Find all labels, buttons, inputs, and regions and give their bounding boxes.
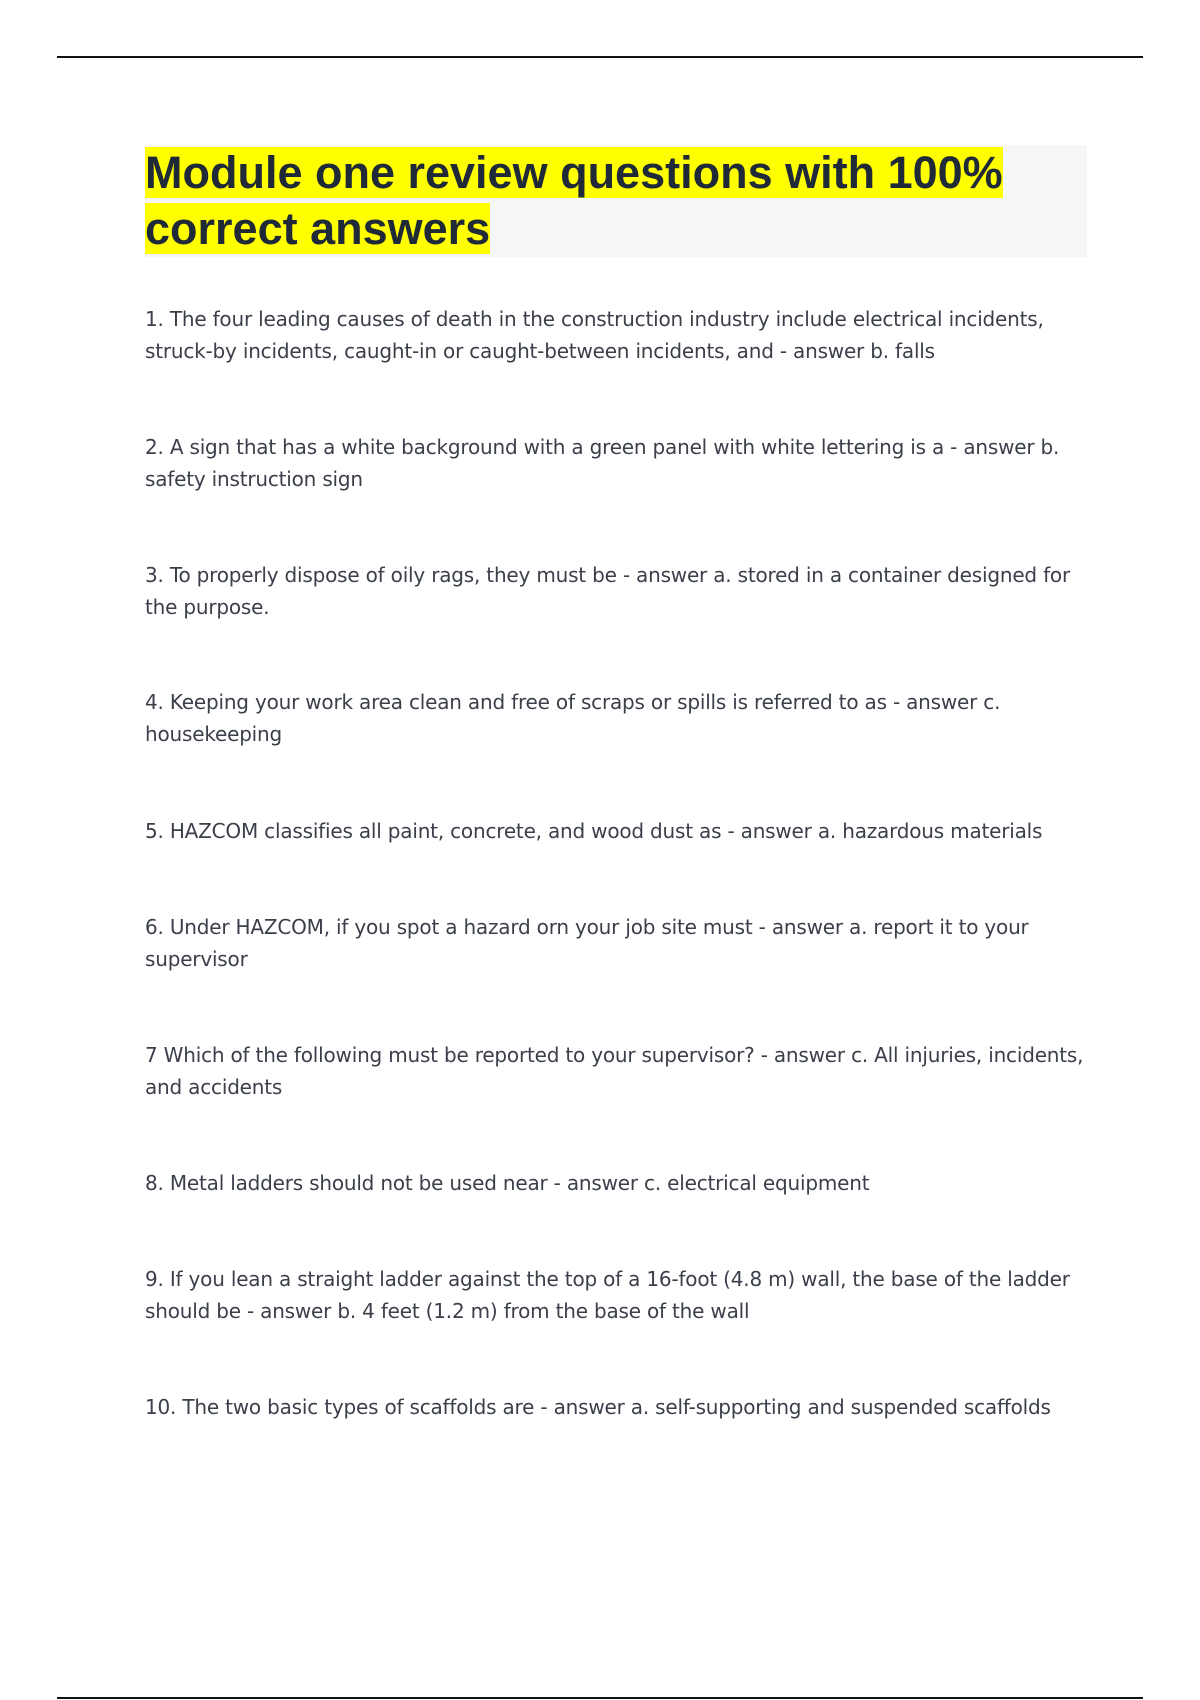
title-highlight: Module one review questions with 100% correct answers (145, 147, 1003, 254)
question-item-4: 4. Keeping your work area clean and free of scraps or spills is referred to as - answer c. housekeeping (145, 690, 1001, 746)
question-item-2: 2. A sign that has a white background with a green panel with white lettering is a - answer b. safety instruction sign (145, 435, 1060, 491)
page-title (145, 145, 1087, 257)
title-block (145, 145, 1087, 257)
top-rule (57, 56, 1143, 58)
question-item-10: 10. The two basic types of scaffolds are - answer a. self-supporting and suspended scaffolds (145, 1395, 1051, 1419)
question-item-5: 5. HAZCOM classifies all paint, concrete, and wood dust as - answer a. hazardous materials (145, 819, 1043, 843)
question-item-9: 9. If you lean a straight ladder against the top of a 16-foot (4.8 m) wall, the base of the ladder should be - answer b. 4 feet (1.2 m) from the base of the wall (145, 1267, 1070, 1323)
question-item-3: 3. To properly dispose of oily rags, they must be - answer a. stored in a container designed for the purpose. (145, 563, 1070, 619)
question-item-8: 8. Metal ladders should not be used near - answer c. electrical equipment (145, 1171, 870, 1195)
question-item-7: 7 Which of the following must be reported to your supervisor? - answer c. All injuries, incidents, and accidents (145, 1043, 1084, 1099)
question-item-6: 6. Under HAZCOM, if you spot a hazard orn your job site must - answer a. report it to your supervisor (145, 915, 1029, 971)
question-item-1: 1. The four leading causes of death in the construction industry include electrical incidents, struck-by incidents, caught-in or caught-between incidents, and - answer b. falls (145, 307, 1044, 363)
bottom-rule (57, 1697, 1143, 1699)
